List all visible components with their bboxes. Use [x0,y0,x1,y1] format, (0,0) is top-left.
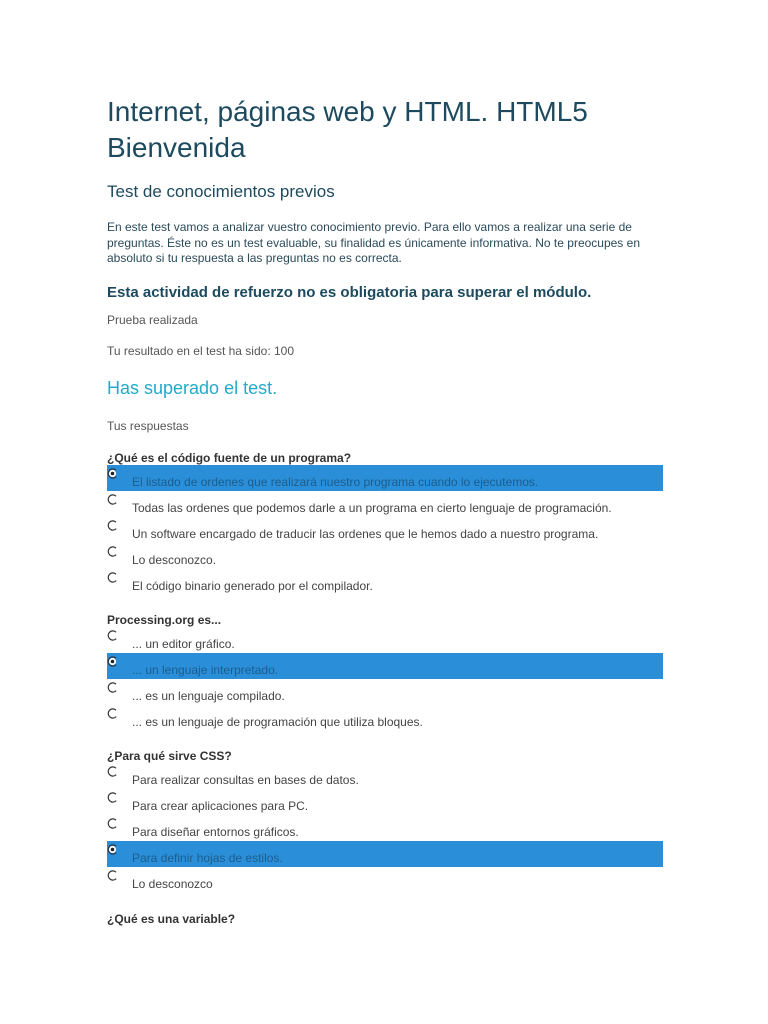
question-block [107,749,663,893]
answer-option[interactable] [107,679,663,705]
radio-unchecked-icon[interactable] [107,708,118,719]
answer-option[interactable] [107,543,663,569]
answer-option-selected[interactable] [107,653,663,679]
title-line-2: Bienvenida [107,132,246,163]
radio-unchecked-icon[interactable] [107,682,118,693]
page-title [107,94,707,166]
answer-option[interactable] [107,491,663,517]
answer-option[interactable] [107,569,663,595]
question-text: ¿Qué es una variable? [107,912,236,926]
question-text: ¿Qué es el código fuente de un programa? [107,451,352,465]
radio-checked-icon[interactable] [107,844,118,855]
answer-option-label: Para diseñar entornos gráficos. [132,825,299,839]
answer-option-label: Lo desconozco. [132,553,217,567]
test-subtitle: Test de conocimientos previos [107,182,335,201]
test-status: Prueba realizada [107,313,198,327]
answer-option-label: Para realizar consultas en bases de datos. [132,773,359,787]
answer-option-selected[interactable] [107,841,663,867]
question-block [107,613,663,731]
answer-option[interactable] [107,867,663,893]
title-line-1: Internet, páginas web y HTML. HTML5 [107,96,588,127]
answer-option-label: Lo desconozco [132,877,213,891]
answer-option-label: ... es un lenguaje de programación que utiliza bloques. [132,715,423,729]
radio-unchecked-icon[interactable] [107,520,118,531]
answer-option-label: ... es un lenguaje compilado. [132,689,285,703]
answer-option-label: Todas las ordenes que podemos darle a un programa en cierto lenguaje de programación. [132,501,612,515]
answer-option[interactable] [107,815,663,841]
radio-unchecked-icon[interactable] [107,630,118,641]
intro-paragraph: En este test vamos a analizar vuestro conocimiento previo. Para ello vamos a realizar una serie de preguntas. Éste no es un test evaluable, su finalidad es únicamente informativa. No te preocupes en absoluto si tu respuesta a las preguntas no es correcta. [107,220,640,265]
answer-option-label: ... un lenguaje interpretado. [132,663,279,677]
test-score: Tu resultado en el test ha sido: 100 [107,344,295,358]
radio-unchecked-icon[interactable] [107,792,118,803]
result-message: Has superado el test. [107,378,278,398]
question-block [107,451,663,595]
answer-option[interactable] [107,627,663,653]
optional-notice: Esta actividad de refuerzo no es obligatoria para superar el módulo. [107,284,592,301]
radio-unchecked-icon[interactable] [107,870,118,881]
question-text: Processing.org es... [107,613,222,627]
radio-unchecked-icon[interactable] [107,766,118,777]
radio-unchecked-icon[interactable] [107,494,118,505]
question-text: ¿Para qué sirve CSS? [107,749,232,763]
answers-heading: Tus respuestas [107,419,189,433]
answer-option-label: Para crear aplicaciones para PC. [132,799,309,813]
question-block [107,912,663,926]
answer-option-label: ... un editor gráfico. [132,637,235,651]
radio-checked-icon[interactable] [107,468,118,479]
answer-option[interactable] [107,705,663,731]
radio-unchecked-icon[interactable] [107,572,118,583]
radio-checked-icon[interactable] [107,656,118,667]
answer-option-label: El listado de ordenes que realizará nuestro programa cuando lo ejecutemos. [132,475,539,489]
answer-option[interactable] [107,763,663,789]
answer-option-selected[interactable] [107,465,663,491]
answer-option[interactable] [107,789,663,815]
radio-unchecked-icon[interactable] [107,818,118,829]
answer-option-label: Un software encargado de traducir las ordenes que le hemos dado a nuestro programa. [132,527,599,541]
answer-option-label: El código binario generado por el compilador. [132,579,373,593]
answer-option-label: Para definir hojas de estilos. [132,851,283,865]
answer-option[interactable] [107,517,663,543]
radio-unchecked-icon[interactable] [107,546,118,557]
